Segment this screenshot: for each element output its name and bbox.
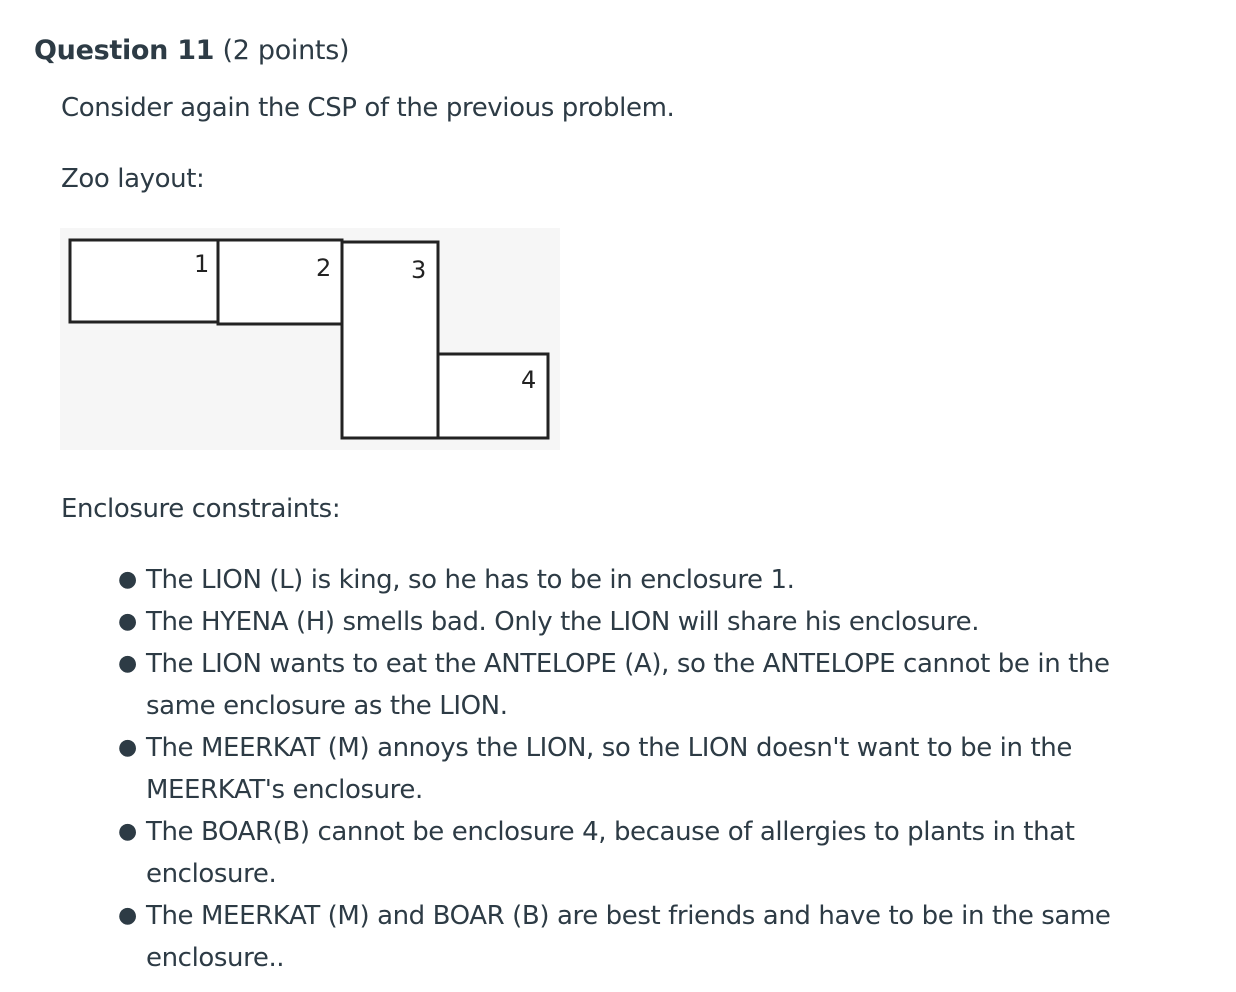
bullet-icon: ● [118, 903, 137, 928]
constraint-item [118, 895, 1186, 979]
constraint-text: The LION (L) is king, so he has to be in enclosure 1. [146, 565, 795, 595]
enclosure-4-number: 4 [521, 366, 537, 394]
constraint-text-line-1: The LION wants to eat the ANTELOPE (A), so the ANTELOPE cannot be in the [146, 649, 1110, 679]
constraint-text: The HYENA (H) smells bad. Only the LION will share his enclosure. [146, 607, 980, 637]
enclosure-2-number: 2 [316, 254, 332, 282]
question-points: (2 points) [222, 35, 350, 66]
constraint-item [118, 811, 1186, 895]
constraint-text-line-1: The MEERKAT (M) and BOAR (B) are best friends and have to be in the same [146, 901, 1111, 931]
enclosure-2 [218, 240, 342, 324]
zoo-layout-diagram [60, 228, 560, 450]
zoo-layout-figure [60, 228, 560, 450]
constraint-text-line-2: enclosure.. [146, 943, 285, 973]
constraint-text-line-2: MEERKAT's enclosure. [146, 775, 423, 805]
constraint-item [118, 559, 1186, 601]
constraint-item [118, 643, 1186, 727]
question-title: Question 11 [34, 35, 215, 66]
constraint-list [118, 559, 1186, 979]
question-intro: Consider again the CSP of the previous problem. [61, 93, 675, 123]
enclosure-1-number: 1 [194, 250, 210, 278]
enclosure-3-number: 3 [411, 256, 427, 284]
constraint-item [118, 601, 1186, 643]
bullet-icon: ● [118, 609, 137, 634]
bullet-icon: ● [118, 735, 137, 760]
bullet-icon: ● [118, 651, 137, 676]
constraints-label: Enclosure constraints: [61, 494, 341, 524]
constraint-item [118, 727, 1186, 811]
question-header [34, 33, 349, 69]
zoo-layout-label: Zoo layout: [61, 164, 205, 194]
bullet-icon: ● [118, 819, 137, 844]
constraint-text-line-2: enclosure. [146, 859, 277, 889]
constraint-text-line-1: The BOAR(B) cannot be enclosure 4, because of allergies to plants in that [146, 817, 1075, 847]
constraint-text-line-1: The MEERKAT (M) annoys the LION, so the LION doesn't want to be in the [146, 733, 1072, 763]
constraint-text-line-2: same enclosure as the LION. [146, 691, 508, 721]
bullet-icon: ● [118, 567, 137, 592]
